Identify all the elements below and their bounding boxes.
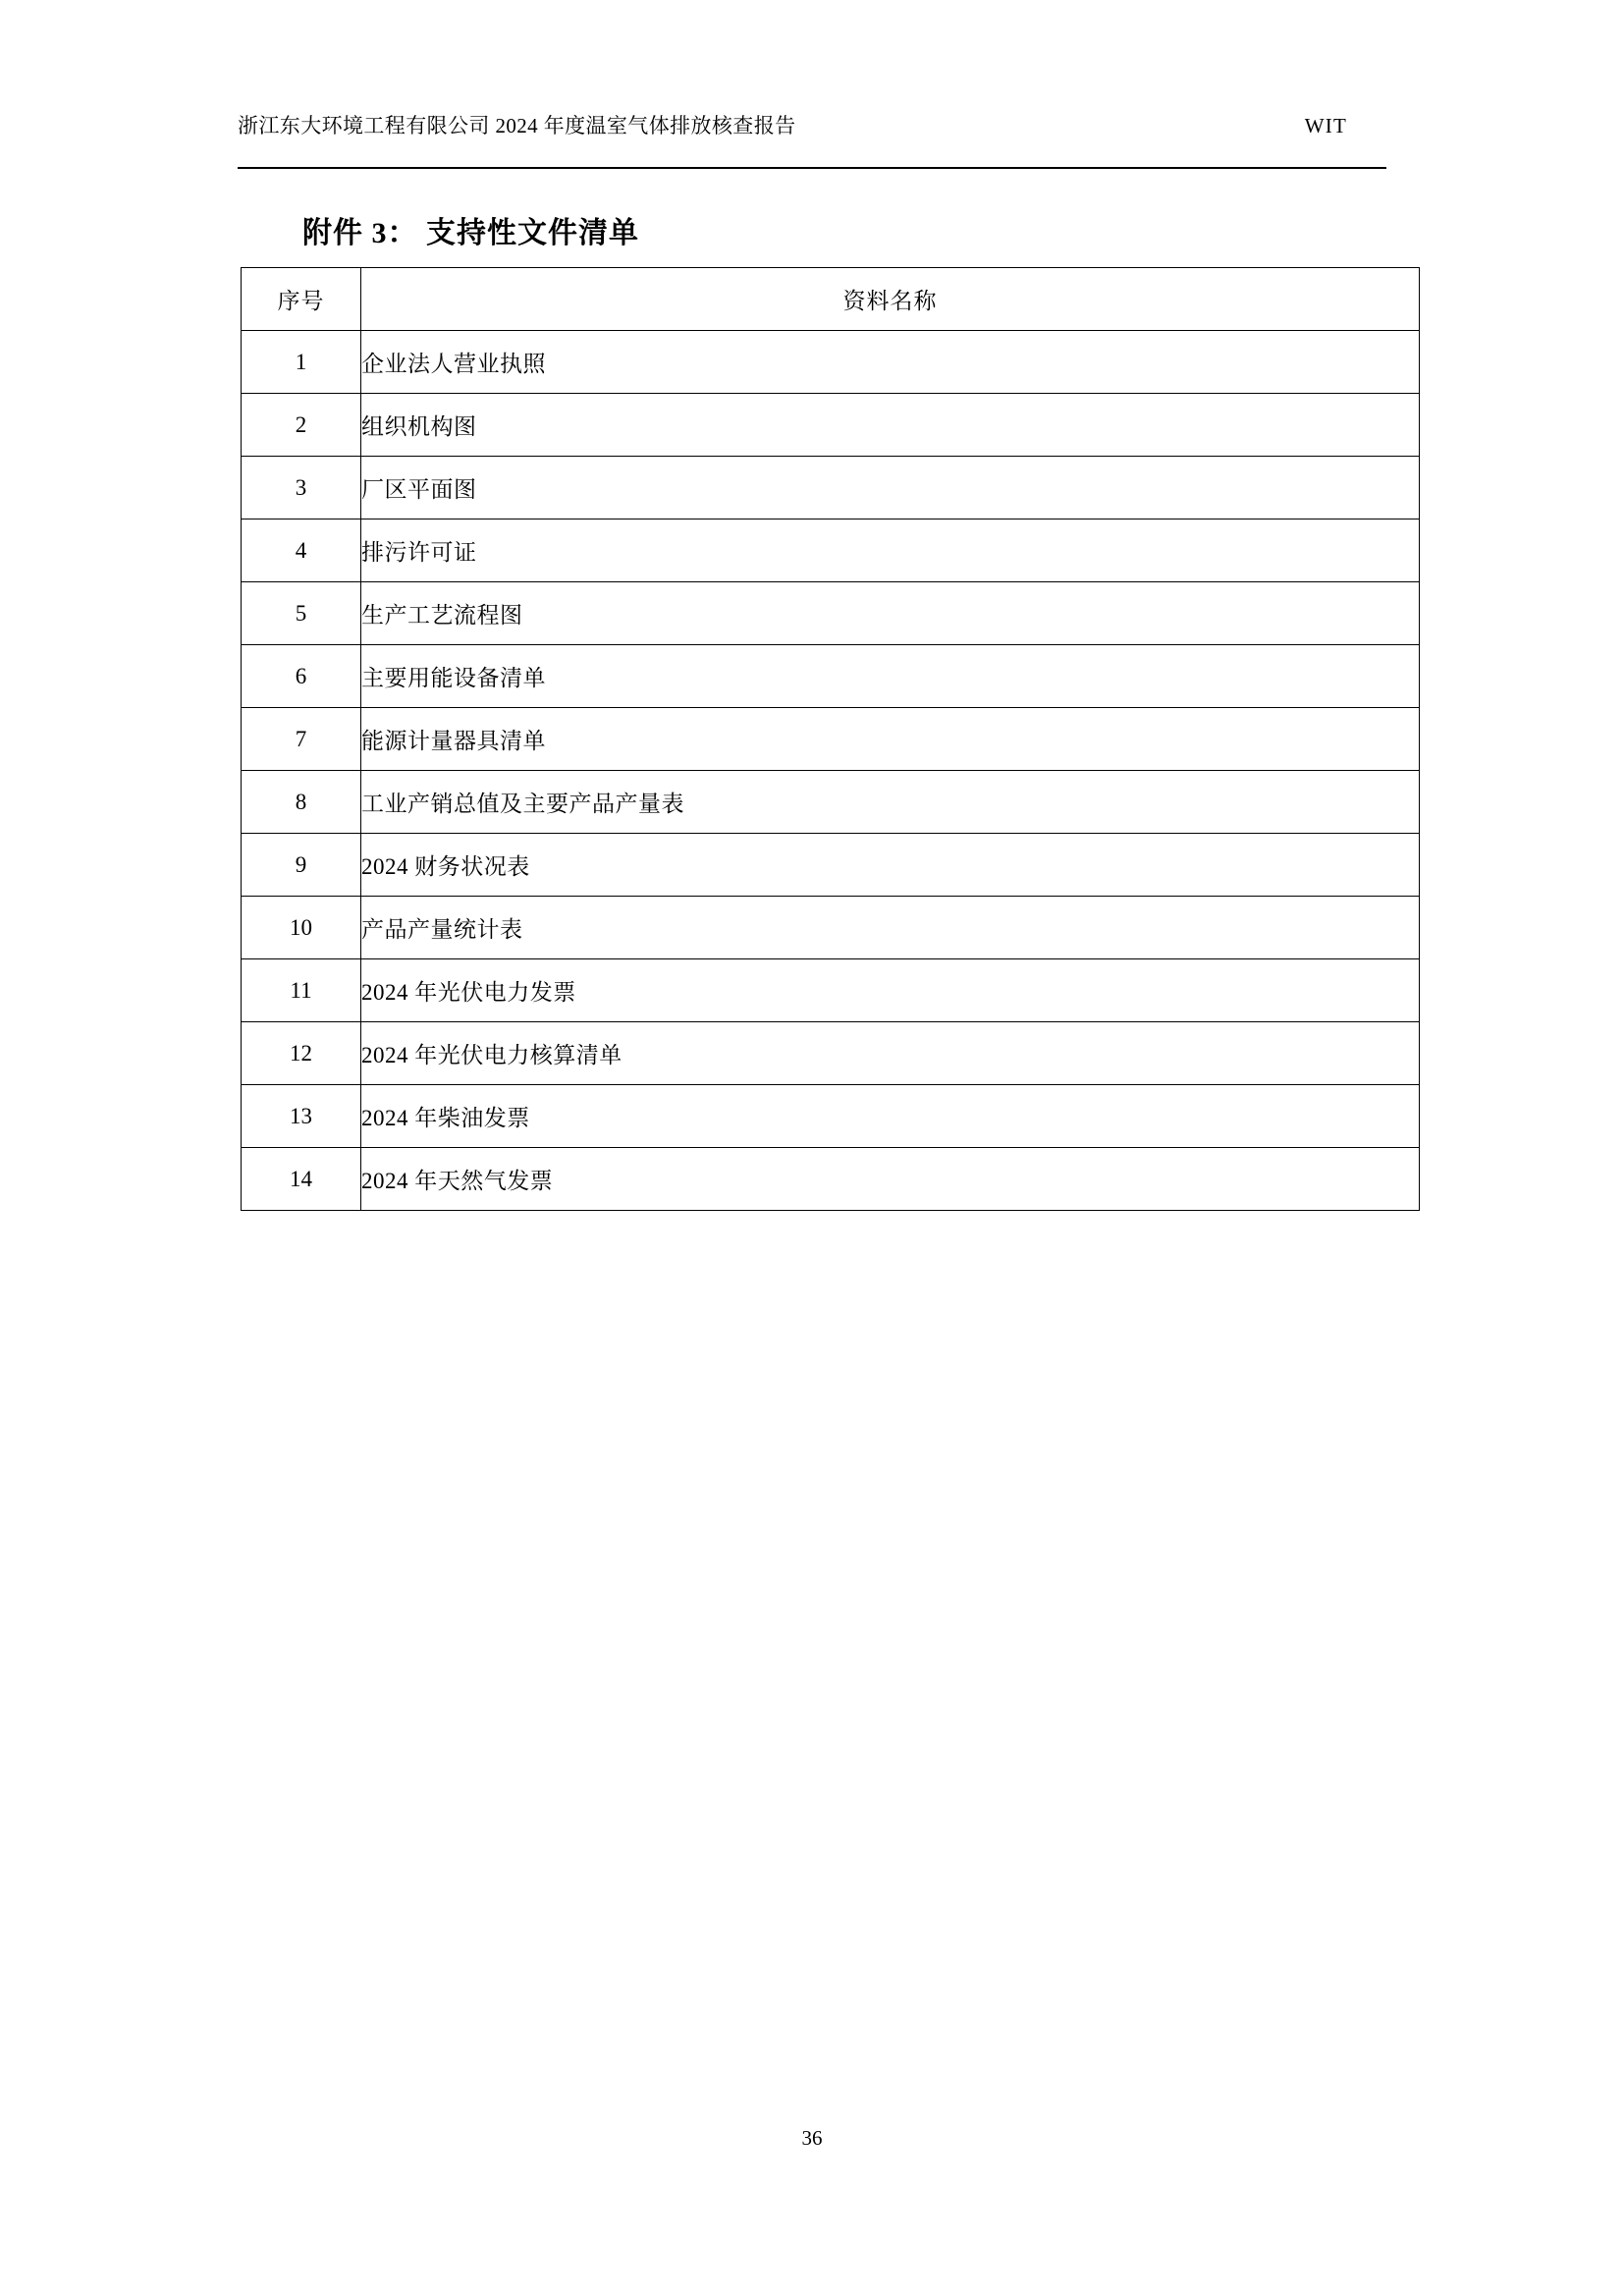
table-row <box>242 897 1420 959</box>
cell-no: 1 <box>242 331 361 394</box>
cell-no: 11 <box>242 959 361 1022</box>
cell-no: 12 <box>242 1022 361 1085</box>
table-row <box>242 582 1420 645</box>
cell-no: 2 <box>242 394 361 457</box>
table-row <box>242 1148 1420 1211</box>
cell-no: 6 <box>242 645 361 708</box>
table-row <box>242 1085 1420 1148</box>
table-row <box>242 519 1420 582</box>
page-number: 36 <box>801 2126 823 2150</box>
table-row <box>242 1022 1420 1085</box>
cell-name: 2024 年光伏电力发票 <box>361 959 1420 1022</box>
cell-name: 产品产量统计表 <box>361 897 1420 959</box>
table-row <box>242 394 1420 457</box>
cell-no: 13 <box>242 1085 361 1148</box>
cell-no: 10 <box>242 897 361 959</box>
table-row <box>242 645 1420 708</box>
cell-name: 排污许可证 <box>361 519 1420 582</box>
cell-name: 2024 年柴油发票 <box>361 1085 1420 1148</box>
cell-name: 企业法人营业执照 <box>361 331 1420 394</box>
cell-name: 2024 财务状况表 <box>361 834 1420 897</box>
table-header-row <box>242 268 1420 331</box>
table-row <box>242 457 1420 519</box>
cell-name: 厂区平面图 <box>361 457 1420 519</box>
table-row <box>242 331 1420 394</box>
page-title: 附件 3： 支持性文件清单 <box>302 217 639 249</box>
cell-name: 能源计量器具清单 <box>361 708 1420 771</box>
cell-no: 14 <box>242 1148 361 1211</box>
header-org-mark: WIT <box>1304 114 1347 137</box>
cell-no: 9 <box>242 834 361 897</box>
table-row <box>242 771 1420 834</box>
header-title: 浙江东大环境工程有限公司 2024 年度温室气体排放核查报告 <box>238 114 796 137</box>
column-header-name: 资料名称 <box>361 268 1420 331</box>
table-row <box>242 959 1420 1022</box>
supporting-documents-table <box>241 267 1420 1211</box>
header-divider <box>238 167 1386 169</box>
cell-name: 主要用能设备清单 <box>361 645 1420 708</box>
cell-name: 工业产销总值及主要产品产量表 <box>361 771 1420 834</box>
cell-no: 5 <box>242 582 361 645</box>
table-row <box>242 834 1420 897</box>
cell-no: 8 <box>242 771 361 834</box>
running-header <box>238 110 1386 139</box>
cell-no: 4 <box>242 519 361 582</box>
cell-name: 组织机构图 <box>361 394 1420 457</box>
cell-no: 3 <box>242 457 361 519</box>
table-row <box>242 708 1420 771</box>
cell-name: 2024 年光伏电力核算清单 <box>361 1022 1420 1085</box>
table-body <box>242 331 1420 1211</box>
cell-name: 2024 年天然气发票 <box>361 1148 1420 1211</box>
supporting-documents-table-wrap <box>241 267 1419 1211</box>
cell-name: 生产工艺流程图 <box>361 582 1420 645</box>
column-header-no: 序号 <box>242 268 361 331</box>
cell-no: 7 <box>242 708 361 771</box>
